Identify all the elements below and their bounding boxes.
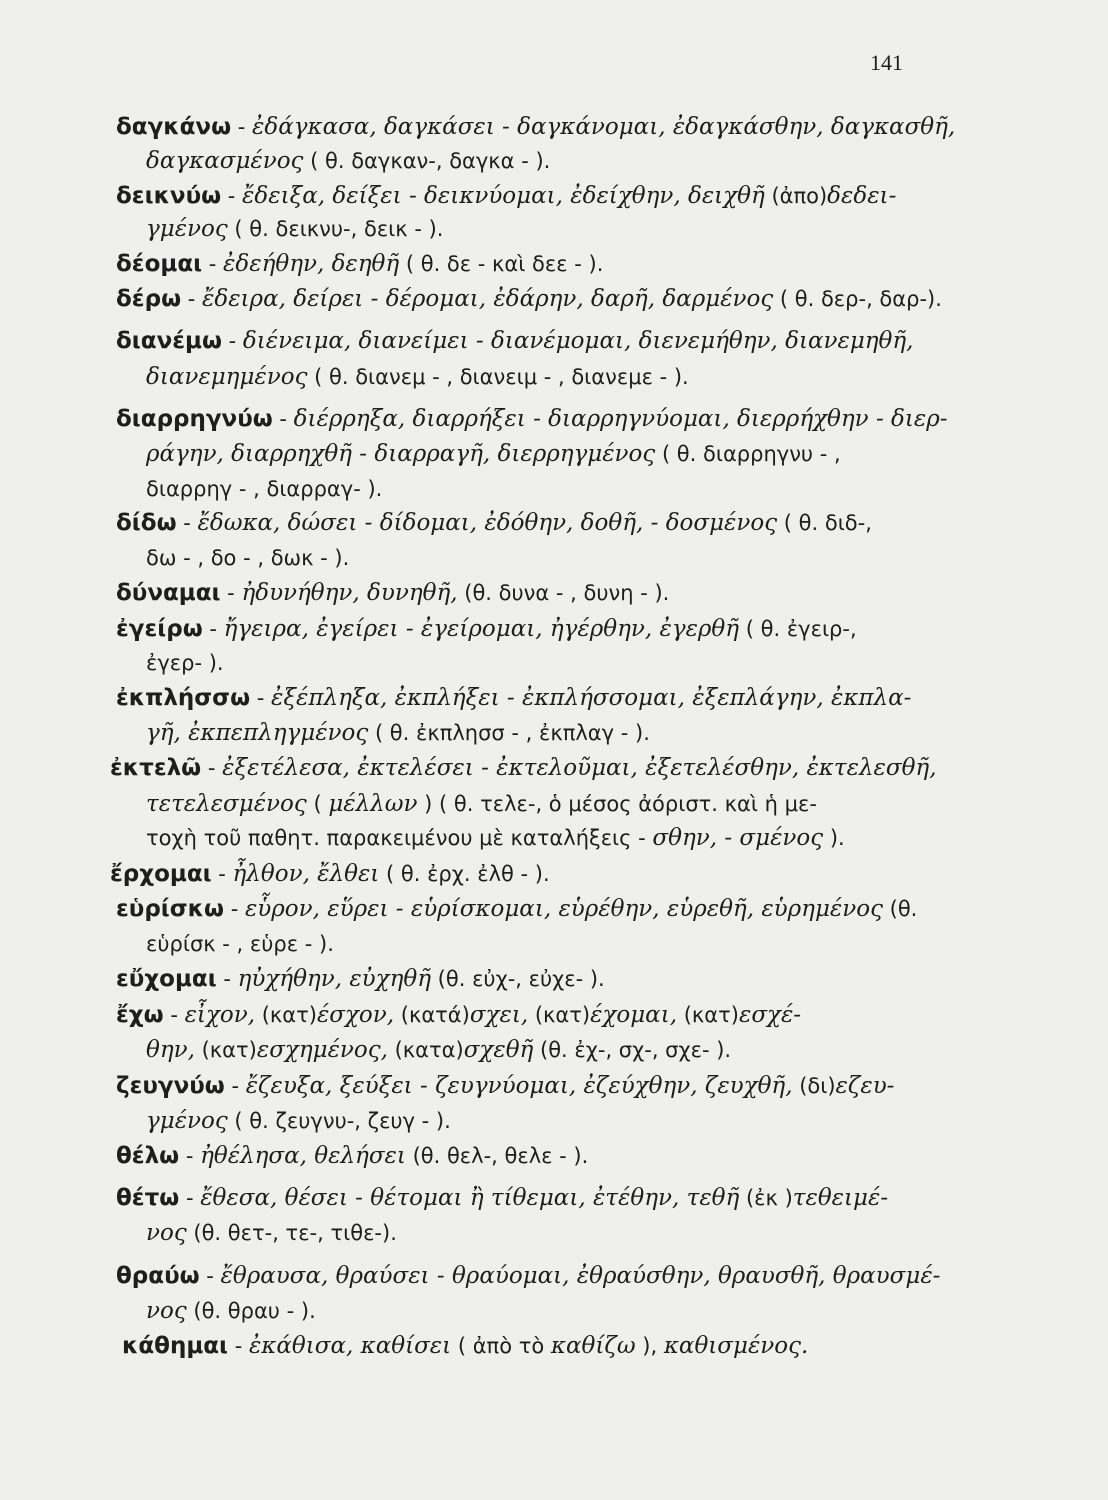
verb-forms: εσχέ- <box>738 1002 802 1028</box>
stem-note: - <box>221 184 243 208</box>
entry-line <box>116 1183 888 1213</box>
verb-forms: γμένος <box>146 216 228 242</box>
headword: διανέμω <box>116 328 222 354</box>
stem-note: (κατ) <box>194 1038 257 1062</box>
verb-forms: διανεμημένος <box>146 364 308 390</box>
stem-note: - <box>202 252 224 276</box>
verb-forms: ἐξέπληξα, ἐκπλήξει - ἐκπλήσσομαι, ἐξεπλάγην, ἐκπλα- <box>271 685 912 711</box>
verb-forms: τεθειμέ- <box>792 1185 889 1211</box>
entry-line <box>116 508 872 538</box>
entry-line <box>146 1296 316 1326</box>
entry-line <box>146 718 650 748</box>
verb-forms: ἐξετέλεσα, ἐκτελέσει - ἐκτελοῦμαι, ἐξετελέσθην, ἐκτελεσθῆ, <box>222 755 937 781</box>
verb-forms: ἔδειρα, δείρει - δέρομαι, ἐδάρην, δαρῆ, δαρμένος <box>202 286 774 312</box>
entry-line <box>116 1000 801 1030</box>
verb-forms: καθίζω <box>550 1333 636 1359</box>
entry-line <box>116 1141 588 1171</box>
stem-note: ( θ. δε - καὶ δεε - ). <box>399 252 604 276</box>
stem-note: - <box>250 686 272 710</box>
stem-note: ( <box>306 792 329 816</box>
stem-note: (κατα) <box>387 1038 464 1062</box>
stem-note: (δι) <box>792 1074 836 1098</box>
headword: ἔρχομαι <box>110 861 212 887</box>
entry-line <box>146 362 689 392</box>
entry-line <box>110 753 937 783</box>
headword: θέλω <box>116 1143 180 1169</box>
verb-forms: δαγκασμένος <box>146 148 304 174</box>
stem-note: ( θ. διαρρηγνυ - , <box>655 442 841 466</box>
stem-note: - <box>199 1264 221 1288</box>
verb-forms: εσχημένος, <box>256 1037 388 1063</box>
stem-note: (θ. θετ-, τε-, τιθε-). <box>186 1221 397 1245</box>
verb-forms: σχεθῆ <box>463 1037 534 1063</box>
verb-forms: εὗρον, εὕρει - εὑρίσκομαι, εὑρέθην, εὑρεθῆ, εὑρημένος <box>244 896 883 922</box>
verb-forms: ηὐχήθην, εὐχηθῆ <box>237 966 431 992</box>
verb-forms: έχομαι, <box>590 1002 678 1028</box>
entry-line <box>146 789 817 819</box>
entry-line <box>116 1261 940 1291</box>
entry-line <box>146 543 349 573</box>
stem-note: τοχὴ τοῦ παθητ. παρακειμένου μὲ καταλήξεις - <box>146 826 653 850</box>
stem-note: - <box>272 407 294 431</box>
stem-note: - <box>221 329 243 353</box>
stem-note: - <box>176 511 198 535</box>
stem-note: ( θ. ἐκπλησσ - , ἐκπλαγ - ). <box>368 721 650 745</box>
stem-note: ( θ. ἐγειρ-, <box>739 617 857 641</box>
entry-line <box>116 404 948 434</box>
headword: εὔχομαι <box>116 966 217 992</box>
verb-forms: ἔθραυσα, θραύσει - θραύομαι, ἐθραύσθην, θραυσθῆ, θραυσμέ- <box>220 1263 941 1289</box>
verb-forms: ἔδειξα, δείξει - δεικνύομαι, ἐδείχθην, δειχθῆ <box>242 183 765 209</box>
entry-line <box>116 964 605 994</box>
verb-forms: καθισμένος. <box>663 1333 809 1359</box>
stem-note: (ἀπο) <box>764 184 828 208</box>
entry-line <box>116 181 896 211</box>
entry-line <box>146 439 841 469</box>
verb-forms: ἠδυνήθην, δυνηθῆ, <box>241 580 458 606</box>
stem-note: ( θ. δαγκαν-, δαγκα - ). <box>303 149 551 173</box>
stem-note: εὑρίσκ - , εὑρε - ). <box>146 932 334 956</box>
stem-note: - <box>181 287 202 311</box>
stem-note: - <box>220 581 242 605</box>
verb-forms: ἐδάγκασα, δαγκάσει - δαγκάνομαι, ἐδαγκάσθην, δαγκασθῆ, <box>252 114 956 140</box>
stem-note: - <box>211 862 233 886</box>
stem-note: (θ. δυνα - , δυνη - ). <box>457 581 670 605</box>
headword: διαρρηγνύω <box>116 406 273 432</box>
verb-forms: σθην, - σμένος <box>652 825 824 851</box>
entry-line <box>116 894 917 924</box>
stem-note: - <box>201 756 223 780</box>
entry-line <box>146 1218 397 1248</box>
stem-note: ). <box>823 826 845 850</box>
entry-line <box>116 578 669 608</box>
headword: κάθημαι <box>122 1333 229 1359</box>
stem-note: (κατ) <box>255 1003 317 1027</box>
verb-forms: ἐδεήθην, δεηθῆ <box>223 251 400 277</box>
headword: ἔχω <box>116 1002 164 1028</box>
verb-forms: νος <box>146 1298 187 1324</box>
verb-forms: ἔθεσα, θέσει - θέτομαι ἢ τίθεμαι, ἐτέθην, τεθῆ <box>200 1185 740 1211</box>
verb-forms: ἤγειρα, ἐγείρει - ἐγείρομαι, ἠγέρθην, ἐγερθῆ <box>223 616 740 642</box>
headword: ζευγνύω <box>116 1073 225 1099</box>
stem-note: ( θ. ζευγνυ-, ζευγ - ). <box>227 1109 451 1133</box>
stem-note: (κατ) <box>528 1003 591 1027</box>
headword: δύναμαι <box>116 580 221 606</box>
stem-note: (κατά) <box>394 1003 470 1027</box>
stem-note: (θ. θραυ - ). <box>186 1299 316 1323</box>
stem-note: ( θ. δεικνυ-, δεικ - ). <box>227 217 444 241</box>
stem-note: - <box>179 1186 201 1210</box>
entry-line <box>116 249 603 279</box>
entry-line <box>146 823 845 853</box>
stem-note: ( θ. διανεμ - , διανειμ - , διανεμε - ). <box>307 365 689 389</box>
stem-note: ) ( θ. τελε-, ὁ μέσος ἀόριστ. καὶ ἡ με- <box>417 792 817 816</box>
stem-note: - <box>231 115 253 139</box>
verb-forms: ράγην, διαρρηχθῆ - διαρραγῆ, διερρηγμένος <box>146 441 656 467</box>
verb-forms: γμένος <box>146 1108 228 1134</box>
stem-note: (ἐκ ) <box>739 1186 793 1210</box>
stem-note: ), <box>635 1334 664 1358</box>
verb-forms: ἔδωκα, δώσει - δίδομαι, ἐδόθην, δοθῆ, - δοσμένος <box>197 510 778 536</box>
verb-forms: μέλλων <box>328 791 418 817</box>
stem-note: - <box>224 1074 246 1098</box>
stem-note: - <box>163 1003 185 1027</box>
entry-line <box>146 146 550 176</box>
verb-forms: εἶχον, <box>184 1002 256 1028</box>
stem-note: δω - , δο - , δωκ - ). <box>146 546 350 570</box>
headword: θραύω <box>116 1263 200 1289</box>
verb-forms: εζευ- <box>835 1073 895 1099</box>
stem-note: ( θ. δερ-, δαρ-). <box>773 287 942 311</box>
entry-line <box>116 683 911 713</box>
entry-line <box>110 859 550 889</box>
stem-note: (κατ) <box>677 1003 739 1027</box>
verb-forms: σχει, <box>469 1002 529 1028</box>
entry-line <box>146 1035 731 1065</box>
entry-line <box>116 284 942 314</box>
verb-forms: δεδει- <box>827 183 897 209</box>
headword: ἐκπλήσσω <box>116 685 251 711</box>
verb-forms: θην, <box>146 1037 195 1063</box>
entry-line <box>122 1331 808 1361</box>
headword: ἐκτελῶ <box>110 755 202 781</box>
stem-note: ( ἀπὸ τὸ <box>451 1334 551 1358</box>
headword: δέρω <box>116 286 182 312</box>
entry-line <box>116 112 955 142</box>
stem-note: ( θ. διδ-, <box>777 511 872 535</box>
entry-line <box>146 1106 451 1136</box>
stem-note: διαρρηγ - , διαρραγ- ). <box>146 477 383 501</box>
headword: δέομαι <box>116 251 203 277</box>
stem-note: ( θ. ἐρχ. ἐλθ - ). <box>379 862 550 886</box>
entry-line <box>146 214 443 244</box>
verb-forms: νος <box>146 1220 187 1246</box>
stem-note: - <box>228 1334 249 1358</box>
entry-line <box>116 614 857 644</box>
headword: θέτω <box>116 1185 180 1211</box>
entry-line <box>116 1071 894 1101</box>
stem-note: - <box>224 897 245 921</box>
page-number: 141 <box>870 50 903 75</box>
entry-line <box>116 326 914 356</box>
stem-note: - <box>216 967 238 991</box>
verb-forms: ἠθέλησα, θελήσει <box>200 1143 406 1169</box>
entry-line <box>146 474 382 504</box>
stem-note: (θ. θελ-, θελε - ). <box>405 1144 589 1168</box>
headword: δεικνύω <box>116 183 222 209</box>
verb-forms: διένειμα, διανείμει - διανέμομαι, διενεμήθην, διανεμηθῆ, <box>242 328 914 354</box>
stem-note: - <box>179 1144 201 1168</box>
verb-forms: ἦλθον, ἔλθει <box>232 861 380 887</box>
headword: εὑρίσκω <box>116 896 225 922</box>
stem-note: (θ. <box>882 897 918 921</box>
entry-line <box>146 648 224 678</box>
headword: δίδω <box>116 510 177 536</box>
entry-line <box>146 929 334 959</box>
stem-note: (θ. ἐχ-, σχ-, σχε- ). <box>533 1038 732 1062</box>
verb-forms: ἔζευξα, ξεύξει - ζευγνύομαι, ἐζεύχθην, ζευχθῆ, <box>245 1073 793 1099</box>
headword: δαγκάνω <box>116 114 232 140</box>
verb-forms: τετελεσμένος <box>146 791 307 817</box>
verb-forms: διέρρηξα, διαρρήξει - διαρρηγνύομαι, διερρήχθην - διερ- <box>293 406 948 432</box>
stem-note: ἐγερ- ). <box>146 651 224 675</box>
stem-note: - <box>202 617 224 641</box>
verb-forms: γῆ, ἐκπεπληγμένος <box>146 720 369 746</box>
verb-forms: ἐκάθισα, καθίσει <box>248 1333 452 1359</box>
verb-forms: έσχον, <box>316 1002 395 1028</box>
headword: ἐγείρω <box>116 616 203 642</box>
stem-note: (θ. εὐχ-, εὐχε- ). <box>431 967 605 991</box>
